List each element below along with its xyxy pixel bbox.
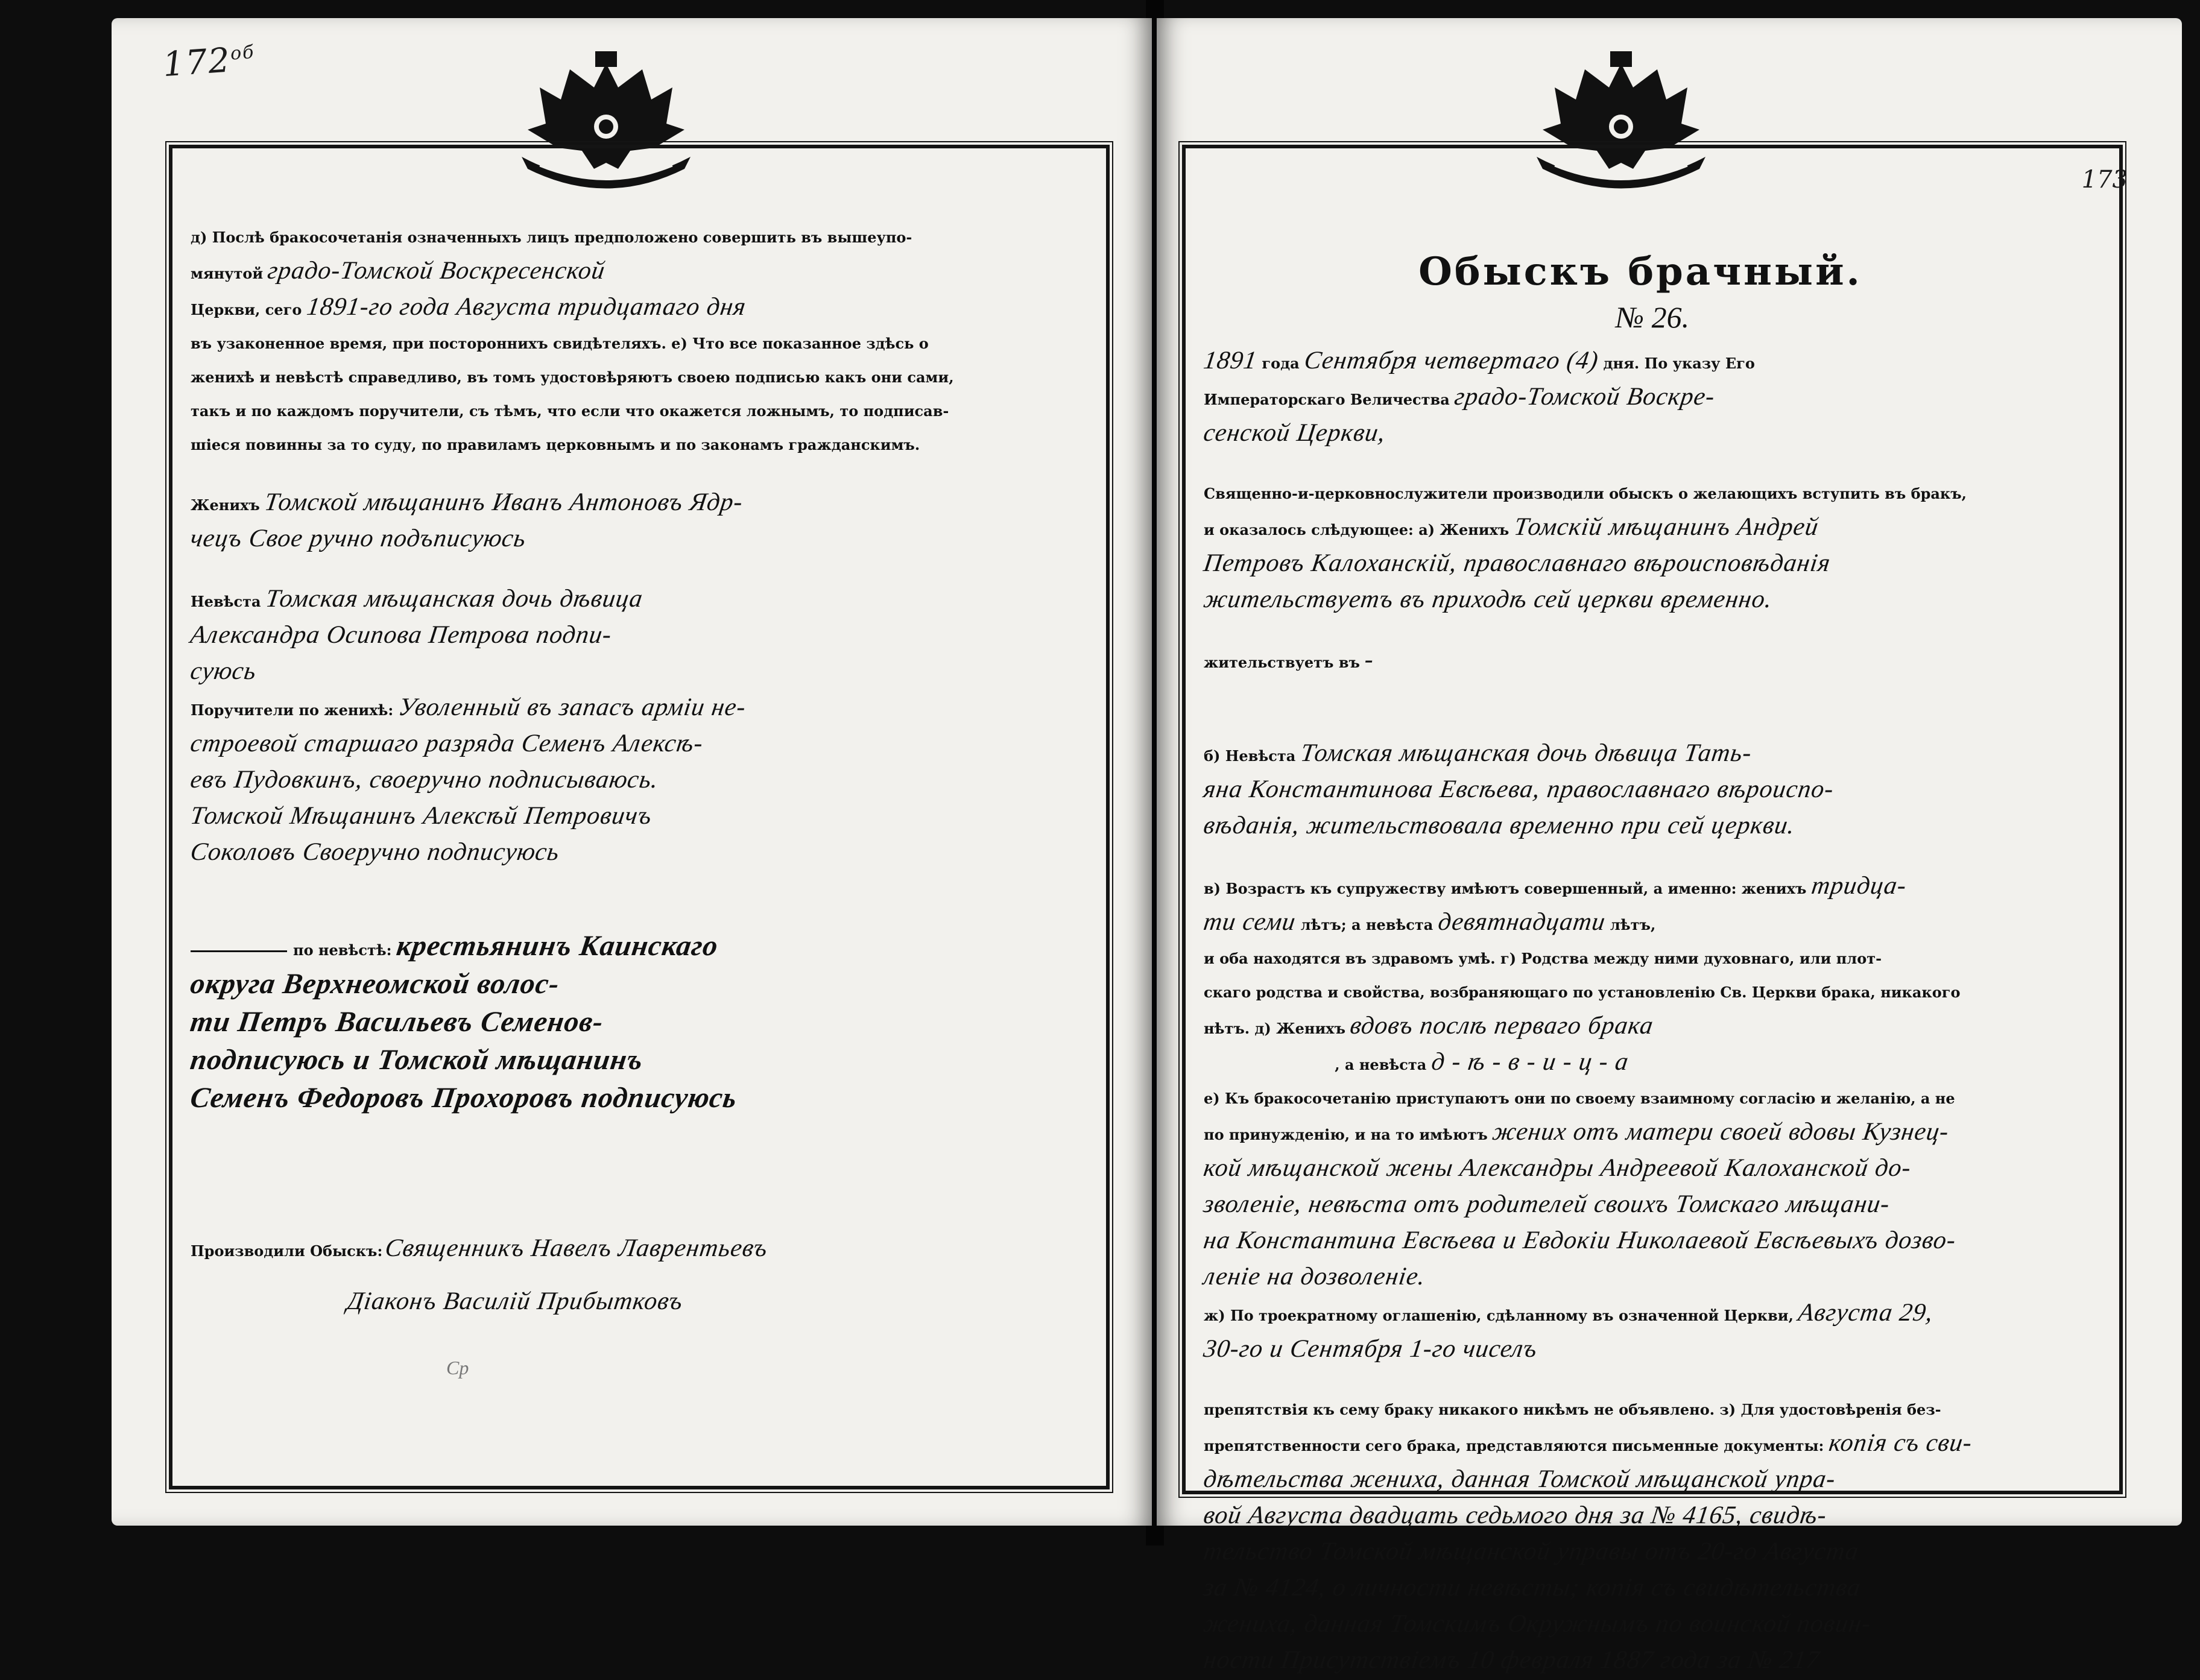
printed-text: препятствія къ сему браку никакого никѣмъ не объявлено. з) Для удостовѣренія без-: [1204, 1401, 1941, 1418]
text-line: [188, 967, 1088, 1005]
left-page: [112, 18, 1152, 1526]
text-line: [1201, 344, 2101, 381]
text-line: [1204, 1427, 2101, 1463]
page-border-frame: [1182, 145, 2123, 1674]
text-line: [1204, 976, 2101, 1009]
text-line: [1201, 906, 2101, 942]
handwritten-text: подписуюсь и Томской мѣщанинъ: [188, 1044, 645, 1076]
text-line: [1204, 511, 2101, 547]
text-line: [1204, 737, 2101, 773]
handwritten-text: жительствуетъ въ приходѣ сей церкви временно.: [1201, 586, 1774, 613]
handwritten-text: девятнадцати: [1436, 908, 1607, 936]
text-line: [1201, 1463, 2101, 1499]
text-line: [1201, 1499, 2101, 1535]
text-line: [188, 655, 1088, 691]
line-spacer: [1204, 680, 2101, 737]
printed-text: , а невѣста: [1204, 1056, 1432, 1073]
text-line: [1201, 547, 2101, 583]
text-line: [1201, 417, 2101, 453]
stamp-mark: Ср: [446, 1357, 469, 1378]
officiant-signature-1: Священникъ Навелъ Лаврентьевъ: [384, 1234, 770, 1262]
text-line: [1204, 643, 2101, 680]
marriage-record-text: [188, 221, 1088, 1176]
handwritten-text: крестьянинъ Каинскаго: [394, 930, 721, 962]
handwritten-text: евъ Пудовкинъ, своеручно подписываюсь.: [188, 766, 660, 794]
record-number: № 26.: [1615, 300, 1690, 334]
text-line: [1204, 870, 2101, 906]
folio-number-right: 173: [2081, 166, 2128, 194]
record-title: Обыскъ брачный.: [1418, 249, 1862, 294]
text-line: [1204, 942, 2101, 976]
handwritten-text: вѣданія, жительствовала временно при сей церкви.: [1201, 812, 1797, 839]
printed-text: въ узаконенное время, при постороннихъ свидѣтеляхъ. е) Что все показанное здѣсь о: [191, 335, 929, 352]
printed-text: нѣтъ. д) Женихъ: [1204, 1020, 1345, 1037]
handwritten-text: дѣтельства жениха, данная Томской мѣщанской упра-: [1201, 1465, 1838, 1493]
text-line: [188, 522, 1088, 558]
printed-text: по принужденію, и на то имѣютъ: [1204, 1126, 1488, 1143]
dash-rule: [191, 950, 287, 952]
handwritten-text: ти семи: [1201, 908, 1298, 936]
handwritten-text: кой мѣщанской жены Александры Андреевой Калоханской до-: [1201, 1154, 1914, 1182]
printed-text: и оба находятся въ здравомъ умѣ. г) Родства между ними духовнаго, или плот-: [1204, 950, 1882, 967]
handwritten-text: ности Присутствіемъ 10 февраля 1887 года за № 217: [1201, 1646, 1822, 1674]
handwritten-text: сенской Церкви,: [1201, 419, 1388, 447]
text-line: [188, 1043, 1088, 1081]
handwritten-text: ти Петръ Васильевъ Семенов-: [188, 1006, 606, 1038]
text-line: [1204, 381, 2101, 417]
text-line: [191, 394, 1088, 428]
text-line: [1201, 1152, 2101, 1188]
line-spacer: [1204, 1369, 2101, 1393]
line-spacer: [191, 558, 1088, 583]
printed-text: дня. По указу Его: [1598, 355, 1755, 372]
text-line: [1204, 1009, 2101, 1046]
handwritten-text: за № 4124, о личности невѣсты; копія съ свидѣтельства: [1201, 1574, 1863, 1602]
text-line: [1201, 1224, 2101, 1260]
printed-text: женихѣ и невѣстѣ справедливо, въ томъ удостовѣряютъ своею подписью какъ они сами,: [191, 368, 954, 386]
handwritten-text: вдовъ послѣ перваго брака: [1348, 1012, 1655, 1040]
text-line: [191, 583, 1088, 619]
printed-text: по невѣстѣ:: [293, 941, 392, 959]
printed-text: и оказалось слѣдующее: а) Женихъ: [1204, 521, 1509, 538]
handwritten-text: градо-Томской Воскре-: [1452, 383, 1717, 411]
text-line: [1201, 583, 2101, 619]
text-line: [188, 1005, 1088, 1043]
line-spacer: [1204, 453, 2101, 477]
handwritten-text: тельство Томской мѣщанской управы отъ 20-го Августа: [1201, 1538, 1861, 1565]
handwritten-text: Августа 29,: [1797, 1299, 1935, 1327]
handwritten-text: копія съ сви-: [1827, 1429, 1974, 1457]
text-line: [188, 836, 1088, 872]
handwritten-text: Томская мѣщанская дочь дѣвица Тать-: [1298, 739, 1754, 767]
handwritten-text: 30-го и Сентября 1-го чиселъ: [1201, 1335, 1540, 1363]
marriage-search-record: [1201, 245, 2101, 1680]
handwritten-text: Томской Мѣщанинъ Алексѣй Петровичъ: [188, 802, 654, 830]
handwritten-text: жених отъ матери своей вдовы Кузнец-: [1490, 1118, 1951, 1146]
handwritten-text: 1891-го года Августа тридцатаго дня: [305, 293, 748, 321]
text-line: [1204, 1393, 2101, 1427]
officiants-block: [191, 1234, 768, 1316]
right-page: [1157, 18, 2182, 1674]
text-line: [1204, 477, 2101, 511]
text-line: [1201, 1608, 2101, 1644]
text-line: [1204, 1046, 2101, 1082]
printed-text: мянутой: [191, 265, 264, 282]
text-line: [1201, 1535, 2101, 1571]
printed-text: такъ и по каждомъ поручители, съ тѣмъ, что если что окажется ложнымъ, то подписав-: [191, 402, 949, 420]
text-line: [1201, 1571, 2101, 1608]
text-line: [1201, 773, 2101, 809]
handwritten-text: д - ѣ - в - и - ц - а: [1429, 1048, 1631, 1076]
text-line: [188, 800, 1088, 836]
handwritten-text: градо-Томской Воскресенской: [266, 257, 607, 285]
line-spacer: [1204, 619, 2101, 643]
handwritten-text: 1891: [1201, 347, 1259, 374]
text-line: [191, 486, 1088, 522]
text-line: [1204, 1296, 2101, 1333]
handwritten-text: леніе на дозволеніе.: [1201, 1263, 1427, 1290]
printed-text: скаго родства и свойства, возбраняющаго по установленію Св. Церкви брака, никакого: [1204, 984, 1961, 1001]
text-line: [1201, 809, 2101, 845]
officiant-signature-2: Діаконъ Василій Прибытковъ: [345, 1287, 685, 1315]
text-line: [188, 619, 1088, 655]
printed-text: Церкви, сего: [191, 301, 302, 318]
handwritten-text: Томской мѣщанинъ Иванъ Антоновъ Ядр-: [262, 488, 745, 516]
officiants-label: Производили Обыскъ:: [191, 1242, 383, 1260]
line-spacer: [191, 872, 1088, 929]
folio-number-left: $172^{об}$: [161, 40, 256, 85]
text-line: [191, 691, 1088, 727]
page-border-frame: [169, 145, 1110, 1489]
text-line: [1204, 1116, 2101, 1152]
text-line: [188, 1081, 1088, 1119]
handwritten-text: вой Августа двадцать седьмого дня за № 4165, свидѣ-: [1201, 1502, 1829, 1529]
text-line: [1201, 1260, 2101, 1296]
printed-text: препятственности сего брака, представляются письменные документы:: [1204, 1437, 1824, 1454]
handwritten-text: Семенъ Федоровъ Прохоровъ подписуюсь: [188, 1082, 739, 1114]
printed-text: ж) По троекратному оглашенію, сдѣланному въ означенной Церкви,: [1204, 1307, 1794, 1324]
text-line: [1204, 1082, 2101, 1116]
line-spacer: [1204, 845, 2101, 870]
handwritten-text: округа Верхнеомской волос-: [188, 968, 562, 1000]
printed-text: б) Невѣста: [1204, 747, 1296, 765]
printed-text: Женихъ: [191, 496, 260, 514]
handwritten-text: яна Константинова Евсѣева, православнаго вѣроиспо-: [1201, 775, 1836, 803]
handwritten-text: Томскій мѣщанинъ Андрей: [1512, 513, 1821, 541]
printed-text: д) Послѣ бракосочетанія означенныхъ лицъ предположено совершить въ вышеупо-: [191, 229, 912, 246]
text-line: [191, 291, 1088, 327]
handwritten-text: Томская мѣщанская дочь дѣвица: [264, 585, 645, 613]
handwritten-text: Уволенный въ запасъ арміи не-: [396, 693, 748, 721]
printed-text: лѣтъ,: [1605, 916, 1656, 933]
handwritten-text: строевой старшаго разряда Семенъ Алексѣ-: [188, 730, 706, 757]
printed-text: Невѣста: [191, 593, 261, 610]
printed-text: года: [1257, 355, 1304, 372]
handwritten-text: зволеніе, невѣста отъ родителей своихъ Томскаго мѣщани-: [1201, 1190, 1892, 1218]
printed-text: шіеся повинны за то суду, по правиламъ церковнымъ и по законамъ гражданскимъ.: [191, 436, 920, 453]
handwritten-text: Александра Осипова Петрова подпи-: [188, 621, 614, 649]
text-line: [191, 929, 1088, 967]
handwritten-text: Сентября четвертаго (4): [1302, 347, 1601, 374]
handwritten-text: суюсь: [188, 657, 259, 685]
handwritten-text: тридца-: [1809, 872, 1909, 900]
printed-text: лѣтъ; а невѣста: [1295, 916, 1438, 933]
handwritten-text: -: [1363, 646, 1376, 674]
text-line: [191, 327, 1088, 361]
handwritten-text: Петровъ Калоханскій, православнаго вѣроисповѣданія: [1201, 549, 1833, 577]
printed-text: Священно-и-церковнослужители производили обыскъ о желающихъ вступить въ бракъ,: [1204, 485, 1967, 502]
printed-text: жительствуетъ въ: [1204, 654, 1360, 671]
line-spacer: [191, 1119, 1088, 1176]
printed-text: Императорскаго Величества: [1204, 391, 1450, 408]
printed-text: в) Возрастъ къ супружеству имѣютъ совершенный, а именно: женихъ: [1204, 880, 1807, 897]
text-line: [191, 428, 1088, 462]
handwritten-text: Соколовъ Своеручно подписуюсь: [188, 838, 561, 866]
printed-text: Поручители по женихѣ:: [191, 701, 394, 719]
text-line: [188, 763, 1088, 800]
printed-text: е) Къ бракосочетанію приступаютъ они по своему взаимному согласію и желанію, а не: [1204, 1090, 1955, 1107]
text-line: [1201, 1644, 2101, 1680]
handwritten-text: жениха, данная Томскимъ Окружнымъ по воинской повин-: [1201, 1610, 1873, 1638]
text-line: [191, 254, 1088, 291]
handwritten-text: на Константина Евсѣева и Евдокіи Николаевой Евсѣевыхъ дозво-: [1201, 1227, 1958, 1254]
handwritten-text: чецъ Свое ручно подъписуюсь: [188, 525, 528, 552]
text-line: [1201, 1333, 2101, 1369]
text-line: [191, 221, 1088, 254]
line-spacer: [191, 462, 1088, 486]
text-line: [1201, 1188, 2101, 1224]
text-line: [191, 361, 1088, 394]
record-body-text: [1201, 344, 2101, 1680]
text-line: [188, 727, 1088, 763]
